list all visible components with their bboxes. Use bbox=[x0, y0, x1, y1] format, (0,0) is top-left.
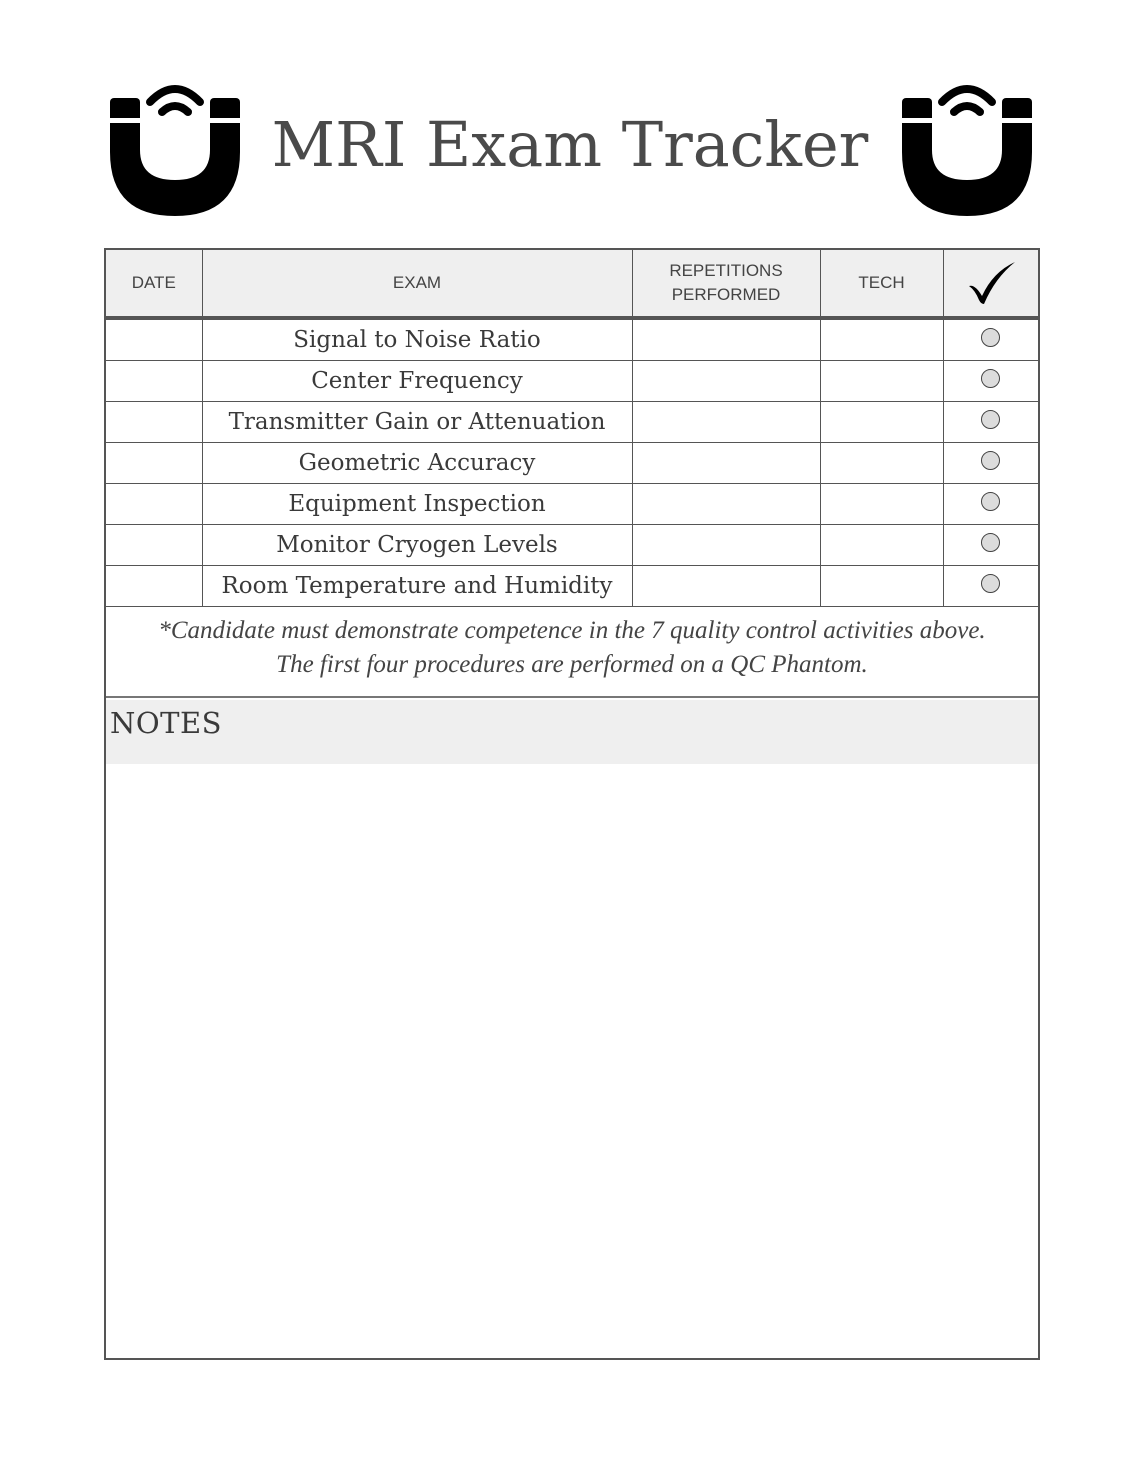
column-header-tech: TECH bbox=[820, 250, 943, 318]
repetitions-cell[interactable] bbox=[632, 484, 820, 525]
date-cell[interactable] bbox=[106, 443, 202, 484]
tech-cell[interactable] bbox=[820, 361, 943, 402]
tech-cell[interactable] bbox=[820, 443, 943, 484]
tech-cell[interactable] bbox=[820, 402, 943, 443]
date-cell[interactable] bbox=[106, 525, 202, 566]
radio-circle-icon[interactable] bbox=[981, 410, 1000, 429]
date-cell[interactable] bbox=[106, 484, 202, 525]
check-cell bbox=[943, 318, 1038, 361]
notes-header bbox=[106, 700, 1038, 764]
radio-circle-icon[interactable] bbox=[981, 369, 1000, 388]
table-header-row bbox=[106, 250, 1038, 318]
check-cell bbox=[943, 443, 1038, 484]
footnote-line-2: The first four procedures are performed on a QC Phantom. bbox=[276, 651, 868, 678]
exam-cell: Transmitter Gain or Attenuation bbox=[202, 402, 632, 443]
footnote bbox=[106, 610, 1038, 698]
table-row bbox=[106, 566, 1038, 607]
magnet-icon bbox=[898, 80, 1036, 220]
table-row bbox=[106, 484, 1038, 525]
check-cell bbox=[943, 566, 1038, 607]
tech-cell[interactable] bbox=[820, 318, 943, 361]
magnet-icon bbox=[106, 80, 244, 220]
notes-area[interactable] bbox=[106, 764, 1038, 1358]
exam-cell: Center Frequency bbox=[202, 361, 632, 402]
radio-circle-icon[interactable] bbox=[981, 574, 1000, 593]
repetitions-cell[interactable] bbox=[632, 566, 820, 607]
exam-cell: Monitor Cryogen Levels bbox=[202, 525, 632, 566]
radio-circle-icon[interactable] bbox=[981, 451, 1000, 470]
repetitions-cell[interactable] bbox=[632, 443, 820, 484]
tracker-form bbox=[104, 248, 1040, 1360]
check-cell bbox=[943, 361, 1038, 402]
exam-cell: Signal to Noise Ratio bbox=[202, 318, 632, 361]
column-header-exam: EXAM bbox=[202, 250, 632, 318]
notes-label: NOTES bbox=[110, 706, 223, 740]
repetitions-cell[interactable] bbox=[632, 318, 820, 361]
exam-table bbox=[106, 250, 1038, 607]
date-cell[interactable] bbox=[106, 318, 202, 361]
check-cell bbox=[943, 402, 1038, 443]
page-title: MRI Exam Tracker bbox=[271, 108, 869, 181]
radio-circle-icon[interactable] bbox=[981, 492, 1000, 511]
page-header bbox=[0, 0, 1140, 240]
radio-circle-icon[interactable] bbox=[981, 533, 1000, 552]
column-header-check bbox=[943, 250, 1038, 318]
date-cell[interactable] bbox=[106, 566, 202, 607]
exam-cell: Geometric Accuracy bbox=[202, 443, 632, 484]
check-cell bbox=[943, 525, 1038, 566]
checkmark-icon bbox=[965, 260, 1017, 306]
column-header-repetitions: REPETITIONS PERFORMED bbox=[632, 250, 820, 318]
exam-cell: Equipment Inspection bbox=[202, 484, 632, 525]
table-row bbox=[106, 318, 1038, 361]
tech-cell[interactable] bbox=[820, 484, 943, 525]
table-row bbox=[106, 443, 1038, 484]
check-cell bbox=[943, 484, 1038, 525]
radio-circle-icon[interactable] bbox=[981, 328, 1000, 347]
repetitions-cell[interactable] bbox=[632, 361, 820, 402]
footnote-line-1: *Candidate must demonstrate competence in the 7 quality control activities above. bbox=[158, 617, 986, 644]
exam-cell: Room Temperature and Humidity bbox=[202, 566, 632, 607]
repetitions-cell[interactable] bbox=[632, 525, 820, 566]
table-row bbox=[106, 525, 1038, 566]
date-cell[interactable] bbox=[106, 402, 202, 443]
repetitions-cell[interactable] bbox=[632, 402, 820, 443]
table-row bbox=[106, 402, 1038, 443]
tech-cell[interactable] bbox=[820, 525, 943, 566]
tech-cell[interactable] bbox=[820, 566, 943, 607]
table-row bbox=[106, 361, 1038, 402]
date-cell[interactable] bbox=[106, 361, 202, 402]
column-header-date: DATE bbox=[106, 250, 202, 318]
